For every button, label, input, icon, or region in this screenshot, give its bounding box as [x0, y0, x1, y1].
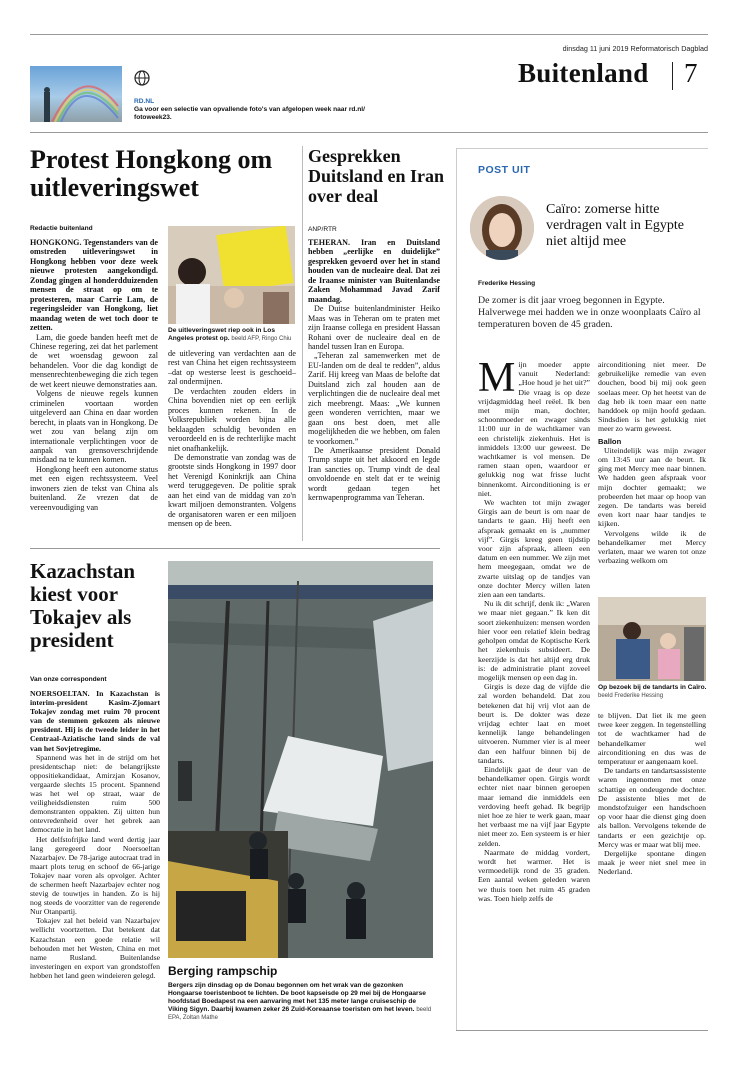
photo-caption-block [168, 982, 434, 1022]
art1-p3: Hongkong heeft een autonome status met een eigen rechtssysteem. Veel inwoners zien de tekst van China als buitenland. Ze vrezen dat de vereenvoudiging van [30, 464, 158, 512]
protest-image [168, 226, 295, 324]
art2-byline: ANP/RTR [308, 226, 337, 233]
header-paper: Reformatorisch Dagblad [630, 44, 708, 53]
art1-p1: Lam, die goede banden heeft met de Chinese regering, zei dat het parlement de wet woensdag gewoon zal behandelen. Voor die dag kondigt de mensenrechtenbeweging die zich tegen de wet keert nieuwe demonstraties aan. [30, 332, 158, 389]
column-c2a: airconditioning niet meer. De gebruikelijke remedie van even douchen, bood bij mij ook geen soelaas meer. Op het heetst van de dag heb ik toen maar een natte handdoek op mijn hoofd gedaan. Sindsdien is het gelukkig niet meer zo warm geweest. [598, 360, 706, 434]
shipwreck-image [168, 561, 433, 958]
column-kicker: POST UIT [478, 164, 531, 176]
author-portrait [470, 196, 534, 260]
art1-p4: de uitlevering van verdachten aan de rest van China het eigen rechtssysteem –dat op westerse leest is geschoeid– zal ondermijnen. [168, 349, 296, 387]
art1-lead: HONGKONG. Tegenstanders van de omstreden uitleveringswet in Hongkong hebben voor deze week nieuwe protesten aangekondigd. Zondag gingen al honderdduizenden mensen de straat op om te protesteren, maar Carrie Lam, de regeringsleider van Hongkong, liet maandag weten de wet toch door te zetten. [30, 238, 158, 333]
dentist-image [598, 597, 706, 681]
promo-text[interactable]: Ga voor een selectie van opvallende foto's van afgelopen week naar rd.nl/ fotoweek23. [134, 106, 365, 121]
page-number: 7 [684, 58, 698, 88]
art3-byline: Van onze correspondent [30, 676, 107, 683]
art1-byline: Redactie buitenland [30, 225, 93, 232]
art3-p2: Het delfstofrijke land werd dertig jaar lang geregeerd door Noersoeltan Nazarbajev. De 78-jarige autocraat trad in maart plots terug en schoof de 66-jarige Tokajev naar voren als opvolger. Achter de schermen heeft Nazarbajev echter nog stevig de touwtjes in handen. Zo is hij nog steeds de voorzitter van de regerende Nur Otanpartij. [30, 834, 160, 917]
column-author: Frederike Hessing [478, 280, 536, 287]
art1-credit: beeld AFP, Ringo Chiu [231, 336, 292, 342]
section-title: Buitenland [518, 58, 649, 88]
art1-col2 [168, 349, 296, 529]
promo-photo[interactable] [30, 66, 122, 122]
column-col2-top [598, 360, 706, 565]
art2-p3: De Amerikaanse president Donald Trump stapte uit het akkoord en legde Iran sancties op. Trump vindt de deal onvoldoende en stelt dat er te weinig wordt gedaan tegen het kernwapenprogramma van Teheran. [308, 445, 440, 503]
column-c1d: Girgis is deze dag de vijfde die zal worden behandeld. Dat zou betekenen dat hij vrij vlot aan de beurt is. De dokter was deze vrijdag echter laat en moet kennelijk lange behandelingen uitvoeren. Nummer vier is al meer dan een halfuur binnen bij de tandarts. [478, 682, 590, 765]
column-c1c: Nu ik dit schrijf, denk ik: „Waren we maar niet gegaan.” Ik ken dit soort ziekenhuizen: mensen worden hier voor een relatief klein bedrag geholpen omdat de Koptische Kerk het ziekenhuis subsideert. De keerzijde is dat het altijd erg druk is: de administratie plant zoveel mogelijk mensen op een dag in. [478, 599, 590, 682]
art3-lead: NOERSOELTAN. In Kazachstan is interim-president Kasim-Zjomart Tokajev zondag met ruim 70 procent van de stemmen gekozen als nieuwe president. Hij is de tweede leider in het Centraal-Aziatische land sinds de val van het Sovjetregime. [30, 689, 160, 753]
author-avatar [470, 196, 534, 260]
dentist-photo[interactable] [598, 597, 706, 681]
rainbow-image [30, 66, 122, 122]
column-col1 [478, 355, 590, 903]
art2-p1: De Duitse buitenlandminister Heiko Maas was in Teheran om te praten met zijn Iraanse collega en president Hassan Rohani over de nucleaire deal en de handel tussen Iran en Europa. [308, 304, 440, 351]
art2-lead: TEHERAN. Iran en Duitsland hebben „eerlijke en duidelijke” gesprekken gevoerd over het in stand houden van de nucleaire deal. Dat zei de Iraanse minister van Buitenlandse Zaken Mohammad Javad Zarif maandag. [308, 238, 440, 304]
column-c1e: Eindelijk gaat de deur van de behandelkamer open. Girgis wordt echter niet naar binnen geroepen maar iemand die inmiddels een verdoving heeft gehad. Ik begrijp niet hoe ze hier te werk gaan, maar het verbaast me na vijf jaar Egypte niet meer zo. Een systeem is er hier zelden. [478, 764, 590, 848]
promo-source[interactable]: RD.NL [134, 98, 155, 105]
globe-icon [134, 70, 150, 86]
art1-caption-block [168, 327, 296, 343]
art3-p3: Tokajev zal het beleid van Nazarbajev wellicht voortzetten. Dat betekent dat Kazachstan een goede relatie wil behouden met het Westen, China en met name Rusland. Buitenlandse investeringen en export van grondstoffen hebben het land geen windeieren gelegd. [30, 916, 160, 980]
art1-p6: De demonstratie van zondag was de grootste sinds Hongkong in 1997 door het Verenigd Koninkrijk aan China werd teruggegeven. De politie sprak aan het eind van de middag van zo'n kwart miljoen demonstranten. Volgens de organisatoren waren er een miljoen mensen op de been. [168, 452, 296, 529]
art2-body [308, 238, 440, 503]
column-intro: De zomer is dit jaar vroeg begonnen in Egypte. Halverwege mei hadden we in onze woonplaats Caïro al temperaturen boven de 45 graden. [478, 295, 701, 330]
column-c1f: Naarmate de middag vordert, wordt het warmer. Het is vermoedelijk rond de 35 graden. Een aantal weken geleden waren we thuis toen het ruim 45 graden was. Toen hielp zelfs de [478, 847, 590, 903]
column-c2d: te blijven. Dat liet ik me geen twee keer zeggen. In tegenstelling tot de wachtkamer had de behandelkamer wel airconditioning en dus was de temperatuur er aangenaam koel. [598, 711, 706, 767]
art1-title: Protest Hongkong om uitleveringswet [30, 145, 273, 202]
art1-p5: De verdachten zouden elders in China bovendien niet op een eerlijk proces kunnen rekenen. In de Volksrepubliek worden bijna alle beklaagden schuldig bevonden en veroordeeld en is de rechterlijke macht niet onafhankelijk. [168, 386, 296, 453]
column-divider [302, 146, 303, 541]
header-date: dinsdag 11 juni 2019 [562, 44, 629, 53]
art1-col1 [30, 238, 158, 512]
shipwreck-photo[interactable] [168, 561, 433, 958]
column-c1a: ijn moeder appte vanuit Nederland: „Hoe houd je het uit?” Die vraag is op deze vrijdagmiddag heel reëel. Ik ben met mijn man, dochter, schoonmoeder en zwager sinds 11:00 uur in de wachtkamer van een christelijk ziekenhuis. Het is inmiddels 13:00 uur geweest. De wachtkamer is vol mensen. De ramen staan open, waardoor er gelukkig nog wat frisse lucht binnenkomt. Airconditioning is er niet. [478, 360, 590, 498]
column-c2b: Uiteindelijk was mijn zwager om 13:45 uur aan de beurt. Ik ging met Mercy mee naar binnen. We hadden geen afspraak voor mijn dochter gemaakt; we probeerden het maar op hoop van zegen. De tandarts was bereid even kort naar haar tandjes te kijken. [598, 445, 706, 529]
art3-p1: Spannend was het in de strijd om het presidentschap niet: de belangrijkste oppositiekandidaat, Amirzjan Kosanov, vergaarde slechts 15 procent. Spannend was het wel op straat, waar de veiligheidsdiensten ruim 500 demonstranten oppakten. Zij uitten hun ontevredenheid over het gebrek aan democratie in het land. [30, 752, 160, 835]
art1-caption: De uitleveringswet riep ook in Los Angeles protest op. [168, 327, 275, 342]
column-subhead: Ballon [598, 436, 622, 446]
dropcap: M [478, 355, 516, 401]
photo-credit: beeld EPA, Zoltan Mathe [168, 1007, 432, 1021]
header-dateline [563, 44, 708, 53]
photo-title: Berging rampschip [168, 964, 278, 978]
art2-title: Gesprekken Duitsland en Iran over deal [308, 146, 445, 206]
column-credit: beeld Frederike Hessing [598, 693, 664, 699]
art1-photo[interactable] [168, 226, 295, 324]
art3-body [30, 689, 160, 980]
column-c2c: Vervolgens wilde ik de behandelkamer met Mercy verlaten, maar we waren tot onze verbazing welkom om [598, 528, 706, 566]
photo-text: Bergers zijn dinsdag op de Donau begonnen om het wrak van de gezonken Hongaarse toeristenboot te lichten. De boot kapseisde op 29 mei bij de Hongaarse hoofdstad Boedapest na een aanvaring met het 135 meter lange cruiseschip de Viking Sigyn. Daarbij kwamen zeker 26 Zuid-Koreaanse toeristen om het leven. [168, 982, 426, 1013]
column-c2e: De tandarts en tandartsassistente waren ingenomen met onze schattige en ondeugende dochter. De assistente blies met de mondstofzuiger een handschoen op voor haar die dienst ging doen als ballon. Vervolgens tekende de tandarts er een gezichtje op. Mercy was er maar wat blij mee. [598, 766, 706, 849]
column-caption: Op bezoek bij de tandarts in Caïro. [598, 684, 707, 691]
header-divider [672, 62, 673, 90]
column-c2f: Dergelijke spontane dingen maak je weer niet snel mee in Nederland. [598, 849, 706, 877]
art2-p2: „Teheran zal samenwerken met de EU-landen om de deal te redden”, aldus Zarif. Hij kreeg van Maas de belofte dat Duitsland zich zal houden aan de verplichtingen die de nucleaire deal met zich meebrengt. Maas: „We kunnen geen wonderen verrichten, maar we gaan ons best doen, met alle mogelijkheden die we hebben, om falen te voorkomen.” [308, 351, 440, 446]
art3-title: Kazachstan kiest voor Tokajev als president [30, 559, 135, 652]
art1-p2: Volgens de nieuwe regels kunnen criminelen voortaan worden uitgeleverd aan China en daar worden berecht, in plaats van in Hongkong. De wet zou van belang zijn om internationale verplichtingen voor de aanpak van grensoverschrijdende misdaad na te kunnen komen. [30, 389, 158, 465]
column-caption-block [598, 684, 708, 700]
column-title: Caïro: zomerse hitte verdragen valt in Egypte niet altijd mee [546, 202, 685, 249]
column-col2-bottom [598, 711, 706, 877]
column-c1b: We wachten tot mijn zwager Girgis aan de beurt is om naar de tandarts te gaan. Hij heeft een afspraak gemaakt en is „nummer vijf”. Girgis kreeg geen tijdstip voor zijn afspraak, alleen een datum en een nummer. We zijn met hem meegegaan, omdat we de zwarte uitslag op de tandjes van onze dochter Mercy willen laten zien aan een tandarts. [478, 498, 590, 600]
